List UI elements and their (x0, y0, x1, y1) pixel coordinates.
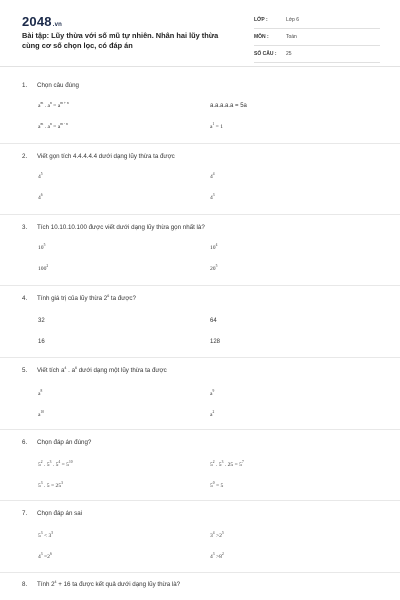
question-prompt: Viết tích a (37, 367, 65, 374)
opt-part: 4 (210, 174, 213, 180)
opt-part: 10 (210, 245, 216, 251)
opt-exp: m (40, 101, 44, 105)
opt-part: 3 (210, 533, 213, 539)
opt-exp: n (49, 101, 52, 105)
logo-suffix: .vn (52, 22, 63, 28)
meta-row-class (254, 14, 380, 29)
meta-panel (254, 14, 380, 65)
opt-exp: 3 (221, 460, 224, 464)
answer-option-a[interactable] (38, 174, 43, 180)
question-text (22, 581, 180, 588)
opt-part: 4 (38, 554, 41, 560)
question-prompt: dưới dạng một lũy thừa ta được (77, 367, 167, 374)
answer-option-b[interactable]: a.a.a.a.a = 5a (210, 103, 247, 109)
opt-part: 5 (38, 462, 41, 468)
answer-option-a[interactable] (38, 391, 42, 397)
question-text (22, 295, 136, 302)
answer-option-b[interactable] (210, 533, 224, 539)
answer-option-b[interactable] (210, 245, 217, 251)
header-divider (0, 66, 400, 67)
answer-option-c[interactable]: 16 (38, 339, 45, 345)
opt-part: = a (51, 103, 61, 109)
question-prompt: Tính giá trị của lũy thừa 2 (37, 295, 108, 302)
opt-part: = 1 (214, 124, 224, 130)
answer-option-c[interactable] (38, 266, 48, 272)
opt-part: . 5 (214, 462, 222, 468)
opt-exp: 5 (40, 172, 43, 176)
opt-part: = 5 (214, 483, 224, 489)
question-number: 4. (22, 295, 28, 302)
meta-value: Toán (286, 34, 297, 40)
answer-option-b[interactable] (210, 462, 244, 468)
answer-option-c[interactable] (38, 483, 63, 489)
answer-option-d[interactable] (210, 483, 223, 489)
opt-exp: 7 (241, 460, 244, 464)
opt-part: 20 (210, 266, 216, 272)
opt-exp: 0 (212, 481, 215, 485)
question-text (22, 367, 167, 374)
opt-part: =2 (42, 554, 50, 560)
question-number: 5. (22, 367, 28, 374)
answer-option-c[interactable] (38, 124, 68, 130)
opt-exp: n (49, 122, 52, 126)
opt-exp: 3 (212, 552, 215, 556)
opt-part: a (38, 124, 41, 130)
question-divider (0, 429, 400, 430)
question-prompt: ta được? (109, 295, 136, 302)
meta-value: Lớp 6 (286, 17, 300, 23)
meta-label: MÔN : (254, 34, 269, 40)
meta-label: LỚP : (254, 17, 268, 23)
opt-part: = 5 (60, 462, 69, 468)
opt-exp: 8 (40, 389, 43, 393)
answer-option-c[interactable] (38, 195, 43, 201)
opt-exp: 3 (212, 193, 215, 197)
opt-part: 100 (38, 266, 47, 272)
question-number: 2. (22, 153, 28, 160)
site-logo[interactable] (22, 14, 62, 29)
opt-exp: 2 (212, 460, 215, 464)
question-number: 8. (22, 581, 28, 588)
opt-part: >8 (214, 554, 222, 560)
opt-exp: 2 (46, 264, 49, 268)
opt-part: . a (43, 124, 50, 130)
question-number: 1. (22, 82, 28, 89)
question-exp: 6 (75, 366, 78, 370)
question-number: 3. (22, 224, 28, 231)
opt-exp: 4 (58, 460, 61, 464)
answer-option-d[interactable] (210, 412, 214, 418)
opt-exp: 5 (51, 531, 54, 535)
answer-option-a[interactable] (38, 533, 53, 539)
opt-exp: 2 (221, 552, 224, 556)
question-divider (0, 357, 400, 358)
opt-part: . 5 (42, 462, 50, 468)
answer-option-a[interactable] (38, 245, 45, 251)
opt-part: 5 (210, 483, 213, 489)
opt-exp: 4 (212, 531, 215, 535)
question-prompt: + 16 ta được kết quả dưới dạng lũy thừa là? (56, 581, 181, 588)
question-text (22, 153, 175, 160)
opt-exp: 3 (40, 481, 43, 485)
question-exp: 4 (54, 580, 57, 584)
opt-exp: 3 (61, 481, 63, 485)
opt-exp: 9 (212, 389, 215, 393)
answer-option-d[interactable] (210, 554, 224, 560)
answer-option-d[interactable]: 128 (210, 339, 221, 345)
question-divider (0, 572, 400, 573)
opt-part: < 3 (42, 533, 52, 539)
answer-option-a[interactable] (38, 462, 73, 468)
opt-exp: 2 (40, 460, 43, 464)
question-text (22, 224, 205, 231)
answer-option-a[interactable]: 32 (38, 318, 45, 324)
opt-part: 5 (38, 533, 41, 539)
answer-option-a[interactable] (38, 103, 69, 109)
opt-part: . 5 = 25 (42, 483, 62, 489)
question-prompt: Tích 10.10.10.100 được viết dưới dạng lũy thừa gọn nhất là? (37, 224, 205, 231)
logo-text: 2048 (22, 14, 52, 29)
opt-exp: 6 (49, 552, 52, 556)
answer-option-b[interactable] (210, 391, 214, 397)
opt-part: a (38, 391, 41, 397)
opt-exp: 3 (49, 460, 52, 464)
question-prompt: . a (66, 367, 76, 374)
opt-exp: 5 (215, 264, 218, 268)
opt-part: a (210, 391, 213, 397)
meta-value: 25 (286, 51, 292, 57)
opt-exp: 10 (40, 410, 45, 414)
opt-part: >2 (214, 533, 222, 539)
opt-part: 5 (38, 483, 41, 489)
opt-part: 4 (38, 195, 41, 201)
answer-option-c[interactable] (38, 554, 52, 560)
opt-part: a (38, 103, 41, 109)
opt-part: a (210, 124, 213, 130)
question-exp: 6 (107, 294, 110, 298)
meta-row-subject (254, 31, 380, 46)
opt-exp: m - n (60, 122, 68, 126)
opt-part: a (210, 412, 213, 418)
question-text (22, 510, 82, 517)
opt-part: 4 (210, 195, 213, 201)
answer-option-c[interactable] (38, 412, 44, 418)
question-prompt: Tính 2 (37, 581, 55, 588)
question-divider (0, 214, 400, 215)
question-exp: 4 (64, 366, 67, 370)
opt-part: 5 (210, 462, 213, 468)
opt-exp: m + n (60, 101, 69, 105)
answer-option-b[interactable] (210, 174, 215, 180)
opt-part: . 5 (51, 462, 59, 468)
answer-option-d[interactable] (210, 124, 223, 130)
opt-part: a (38, 412, 41, 418)
opt-part: . a (43, 103, 50, 109)
opt-exp: 6 (40, 193, 43, 197)
question-divider (0, 500, 400, 501)
question-divider (0, 285, 400, 286)
opt-exp: 5 (221, 531, 224, 535)
answer-option-b[interactable]: 64 (210, 318, 217, 324)
opt-exp: 4 (215, 243, 218, 247)
question-text (22, 82, 79, 89)
opt-exp: 10 (68, 460, 73, 464)
opt-exp: 4 (212, 172, 215, 176)
opt-part: 4 (210, 554, 213, 560)
opt-exp: 3 (40, 531, 43, 535)
opt-exp: 2 (212, 410, 215, 414)
question-prompt: Chọn đáp án sai (37, 510, 83, 517)
answer-option-d[interactable] (210, 266, 217, 272)
question-text (22, 439, 91, 446)
answer-option-d[interactable] (210, 195, 215, 201)
opt-exp: m (40, 122, 44, 126)
question-prompt: Viết gọn tích 4.4.4.4.4 dưới dạng lũy thừa ta được (37, 153, 175, 160)
opt-exp: 5 (43, 243, 46, 247)
opt-part: . 25 = 5 (223, 462, 242, 468)
meta-label: SỐ CÂU : (254, 51, 277, 57)
page-title: Bài tập: Lũy thừa với số mũ tự nhiên. Nhân hai lũy thừa cùng cơ số chọn lọc, có đáp án (22, 31, 219, 50)
page-header (0, 0, 400, 62)
question-number: 7. (22, 510, 28, 517)
opt-part: 10 (38, 245, 44, 251)
meta-row-count (254, 48, 380, 63)
opt-part: = a (51, 124, 61, 130)
opt-exp: 1 (212, 122, 215, 126)
question-divider (0, 143, 400, 144)
question-prompt: Chọn đáp án đúng? (37, 439, 92, 446)
question-number: 6. (22, 439, 28, 446)
question-prompt: Chọn câu đúng (37, 82, 79, 89)
opt-exp: 3 (40, 552, 43, 556)
opt-part: 4 (38, 174, 41, 180)
